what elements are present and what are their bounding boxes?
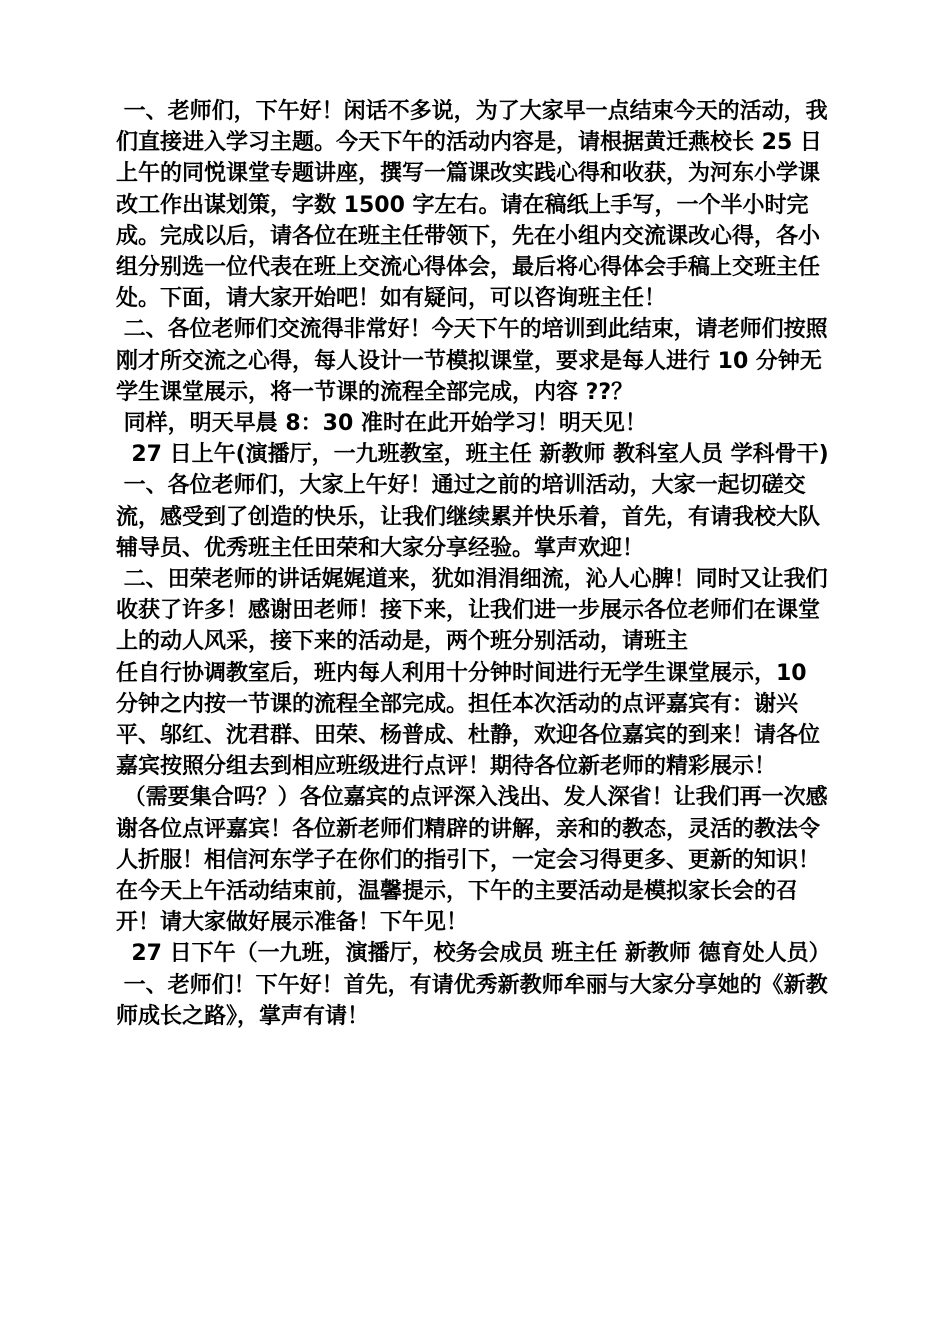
document-body — [116, 96, 836, 1032]
paragraph-8: （需要集合吗？）各位嘉宾的点评深入浅出、发人深省！让我们再一次感谢各位点评嘉宾！各位新老师们精辟的讲解，亲和的教态，灵活的教法令人折服！相信河东学子在你们的指引下，一定会习得更多、更新的知识！在今天上午活动结束前，温馨提示，下午的主要活动是模拟家长会的召开！请大家做好展示准备！下午见！ — [116, 785, 828, 936]
paragraph-2: 二、各位老师们交流得非常好！今天下午的培训到此结束，请老师们按照刚才所交流之心得，每人设计一节模拟课堂，要求是每人进行 10 分钟无学生课堂展示，将一节课的流程全部完成，内容 ??？ — [116, 317, 828, 405]
paragraph-1: 一、老师们，下午好！闲话不多说，为了大家早一点结束今天的活动，我们直接进入学习主题。今天下午的活动内容是，请根据黄迁燕校长 25 日上午的同悦课堂专题讲座，撰写一篇课改实践心得和收获，为河东小学课改工作出谋划策，字数 1500 字左右。请在稿纸上手写，一个半小时完成。完成以后，请各位在班主任带领下，先在小组内交流课改心得，各小组分别选一位代表在班上交流心得体会，最后将心得体会手稿上交班主任处。下面，请大家开始吧！如有疑问，可以咨询班主任！ — [116, 99, 828, 312]
paragraph-10: 一、老师们！下午好！首先，有请优秀新教师牟丽与大家分享她的《新教师成长之路》，掌声有请！ — [116, 972, 828, 1029]
paragraph-7: 任自行协调教室后，班内每人利用十分钟时间进行无学生课堂展示，10 分钟之内按一节课的流程全部完成。担任本次活动的点评嘉宾有：谢兴平、邬红、沈君群、田荣、杨普成、杜静，欢迎各位嘉宾的到来！请各位嘉宾按照分组去到相应班级进行点评！期待各位新老师的精彩展示！ — [116, 660, 822, 780]
paragraph-6: 二、田荣老师的讲话娓娓道来，犹如涓涓细流，沁人心脾！同时又让我们收获了许多！感谢田老师！接下来，让我们进一步展示各位老师们在课堂上的动人风采，接下来的活动是，两个班分别活动，请班主 — [116, 567, 828, 655]
paragraph-9: 27 日下午（一九班，演播厅，校务会成员 班主任 新教师 德育处人员） — [116, 941, 831, 967]
paragraph-3: 同样，明天早晨 8：30 准时在此开始学习！明天见！ — [116, 411, 647, 437]
paragraph-4: 27 日上午(演播厅，一九班教室，班主任 新教师 教科室人员 学科骨干) — [116, 442, 829, 468]
paragraph-5: 一、各位老师们，大家上午好！通过之前的培训活动，大家一起切磋交流，感受到了创造的快乐，让我们继续累并快乐着，首先，有请我校大队辅导员、优秀班主任田荣和大家分享经验。掌声欢迎！ — [116, 473, 821, 561]
